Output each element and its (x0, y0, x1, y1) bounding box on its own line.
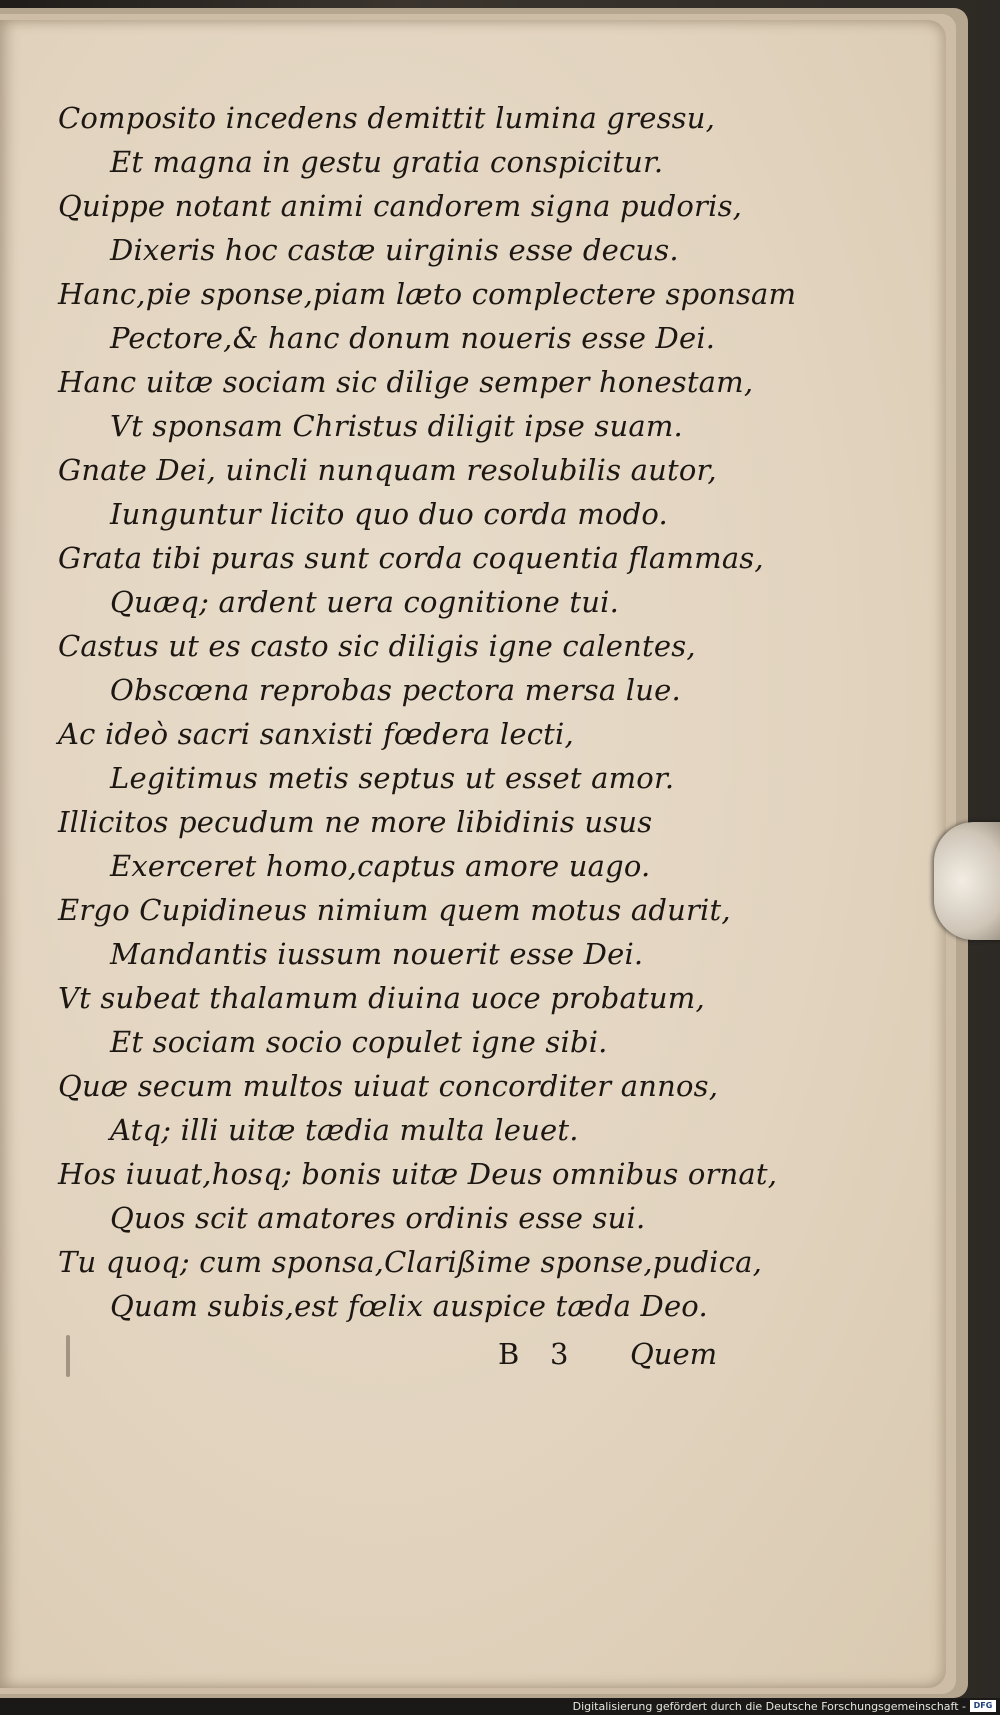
poem-line: Iunguntur licito quo duo corda modo. (110, 497, 668, 531)
poem-line: Mandantis iussum nouerit esse Dei. (110, 937, 644, 971)
poem-line: Ac ideò sacri sanxisti fœdera lecti, (58, 717, 574, 751)
poem-line: Quam subis,est fœlix auspice tæda Deo. (110, 1289, 708, 1323)
poem-line: Grata tibi puras sunt corda coquentia flammas, (58, 541, 764, 575)
digitization-credit: Digitalisierung gefördert durch die Deutsche Forschungsgemeinschaft - (572, 1700, 966, 1713)
poem-line: Hanc,pie sponse,piam læto complectere sponsam (58, 277, 797, 311)
signature-number: 3 (550, 1337, 569, 1371)
poem-line: Atq; illi uitæ tædia multa leuet. (110, 1113, 579, 1147)
poem-line: Quæ secum multos uiuat concorditer annos, (58, 1069, 719, 1103)
poem-line: Hos iuuat,hosq; bonis uitæ Deus omnibus ornat, (58, 1157, 778, 1191)
poem-line: Dixeris hoc castæ uirginis esse decus. (110, 233, 679, 267)
ink-smudge (66, 1335, 70, 1377)
poem-line: Quæq; ardent uera cognitione tui. (110, 585, 619, 619)
poem-line: Ergo Cupidineus nimium quem motus adurit, (58, 893, 731, 927)
book-clasp (934, 822, 1000, 940)
poem-line: Gnate Dei, uincli nunquam resolubilis autor, (58, 453, 717, 487)
poem-line: Castus ut es casto sic diligis igne calentes, (58, 629, 696, 663)
poem-line: Obscœna reprobas pectora mersa lue. (110, 673, 681, 707)
poem-line: Vt sponsam Christus diligit ipse suam. (110, 409, 683, 443)
poem-line: Vt subeat thalamum diuina uoce probatum, (58, 981, 705, 1015)
poem-line: Pectore,& hanc donum noueris esse Dei. (110, 321, 716, 355)
dfg-logo: DFG (970, 1700, 996, 1712)
poem-line: Hanc uitæ sociam sic dilige semper honestam, (58, 365, 754, 399)
poem-line: Tu quoq; cum sponsa,Clarißime sponse,pudica, (58, 1245, 762, 1279)
catchword: Quem (630, 1337, 718, 1371)
page-footer (498, 1332, 738, 1376)
poem-line: Et magna in gestu gratia conspicitur. (110, 145, 664, 179)
poem-line: Et sociam socio copulet igne sibi. (110, 1025, 608, 1059)
poem-line: Illicitos pecudum ne more libidinis usus (58, 805, 653, 839)
poem-line: Composito incedens demittit lumina gressu, (58, 101, 716, 135)
poem-line: Quippe notant animi candorem signa pudoris, (58, 189, 743, 223)
poem-line: Legitimus metis septus ut esset amor. (110, 761, 675, 795)
poem-line: Exerceret homo,captus amore uago. (110, 849, 651, 883)
signature-letter: B (498, 1337, 520, 1371)
poem-text (58, 96, 797, 1328)
poem-line: Quos scit amatores ordinis esse sui. (110, 1201, 646, 1235)
